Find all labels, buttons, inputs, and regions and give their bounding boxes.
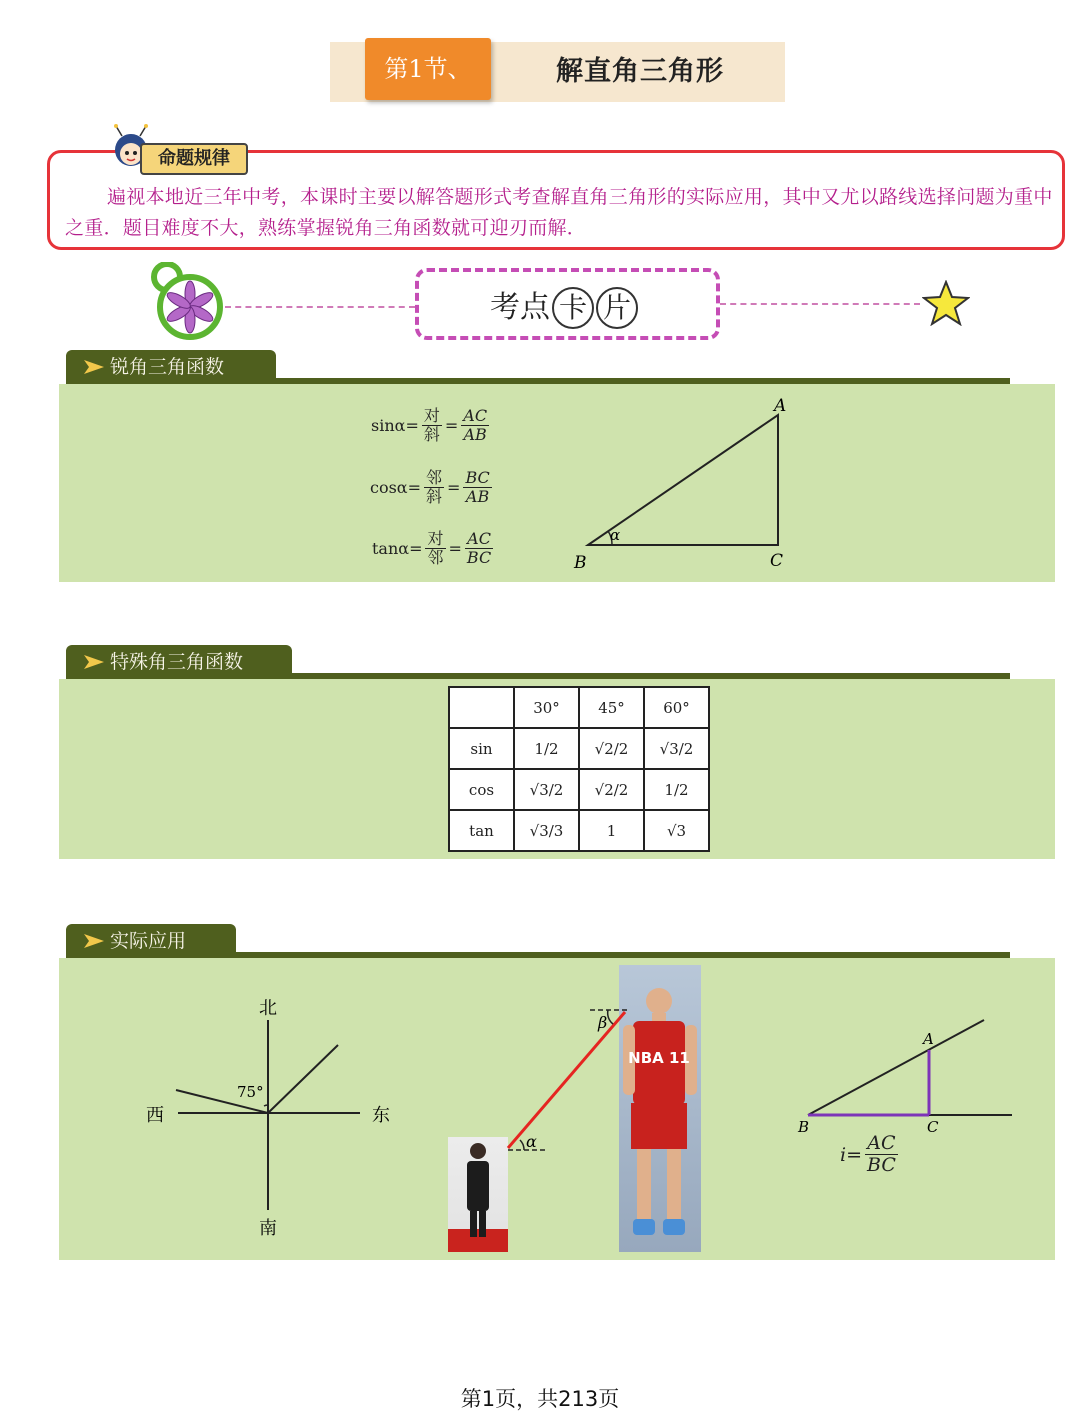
vertex-a: A xyxy=(774,396,787,416)
rule-text: 遍视本地近三年中考，本课时主要以解答题形式考查解直角三角形的实际应用，其中又尤以路线选择问题为重中之重．题目难度不大，熟练掌握锐角三角函数就可迎刃而解． xyxy=(65,186,1053,239)
kaodian-prefix: 考点 xyxy=(490,290,550,325)
row-label-tan: tan xyxy=(449,810,514,851)
formula-sin: sinα = $\frac{\text{对}}{\text{斜}}$ = $\frac{AC}{AB}$ xyxy=(371,406,488,444)
section-header-special xyxy=(66,645,1010,679)
jersey-text: NBA 11 xyxy=(628,1049,690,1067)
slope-formula: i= $\frac{AC}{BC}$ xyxy=(840,1132,896,1176)
row-label-sin: sin xyxy=(449,728,514,769)
arrow-icon xyxy=(84,932,104,950)
page-title: 解直角三角形 xyxy=(556,56,724,87)
compass-diagram xyxy=(140,990,400,1250)
cell-sin-60: √3/2 xyxy=(644,728,709,769)
cell-sin-30: 1/2 xyxy=(514,728,579,769)
vertex-b: B xyxy=(574,553,587,573)
header-45: 45° xyxy=(579,687,644,728)
slope-diagram xyxy=(790,1010,1030,1190)
cell-tan-30: √3/3 xyxy=(514,810,579,851)
angle-beta-depression: β xyxy=(598,1013,608,1032)
compass-south: 南 xyxy=(259,1218,277,1239)
elevation-diagram xyxy=(500,1000,650,1160)
cell-tan-60: √3 xyxy=(644,810,709,851)
kaodian-char-1: 卡 xyxy=(552,287,594,329)
row-label-cos: cos xyxy=(449,769,514,810)
slope-vertex-a: A xyxy=(923,1030,934,1048)
section-tab xyxy=(66,350,276,384)
dashed-line-left xyxy=(225,306,415,308)
header-30: 30° xyxy=(514,687,579,728)
cell-cos-45: √2/2 xyxy=(579,769,644,810)
kaodian-title xyxy=(490,282,638,329)
short-person-photo xyxy=(448,1137,508,1252)
compass-east: 东 xyxy=(372,1105,390,1126)
cell-cos-60: 1/2 xyxy=(644,769,709,810)
panel-acute xyxy=(59,384,1055,582)
right-triangle-diagram xyxy=(560,392,820,577)
formula-cos: cosα = $\frac{\text{邻}}{\text{斜}}$ = $\frac{BC}{AB}$ xyxy=(370,468,490,506)
cell-cos-30: √3/2 xyxy=(514,769,579,810)
section-tab xyxy=(66,645,292,679)
arrow-icon xyxy=(84,358,104,376)
slope-vertex-b: B xyxy=(798,1118,810,1136)
angle-alpha-elevation: α xyxy=(526,1132,537,1151)
flower-icon xyxy=(150,262,225,342)
formula-tan: tanα = $\frac{\text{对}}{\text{邻}}$ = $\frac{AC}{BC}$ xyxy=(372,529,492,567)
compass-west: 西 xyxy=(146,1105,164,1126)
cell-tan-45: 1 xyxy=(579,810,644,851)
special-angle-table xyxy=(448,686,710,852)
page-footer: 第1页，共213页 xyxy=(460,1387,620,1411)
star-icon xyxy=(922,280,970,326)
angle-alpha: α xyxy=(610,526,621,544)
cell-sin-45: √2/2 xyxy=(579,728,644,769)
vertex-c: C xyxy=(770,551,784,571)
section-number: 第1节、 xyxy=(365,38,491,100)
rule-label: 命题规律 xyxy=(140,143,248,175)
arrow-icon xyxy=(84,653,104,671)
section-header-application xyxy=(66,924,1010,958)
section-header-acute xyxy=(66,350,1010,384)
dashed-line-right xyxy=(720,303,920,305)
compass-north: 北 xyxy=(259,998,277,1019)
section-tab xyxy=(66,924,236,958)
slope-vertex-c: C xyxy=(927,1118,939,1136)
kaodian-char-2: 片 xyxy=(596,287,638,329)
compass-angle: 75° xyxy=(237,1083,264,1101)
section-label: 锐角三角函数 xyxy=(110,356,225,378)
header-60: 60° xyxy=(644,687,709,728)
section-label: 实际应用 xyxy=(110,930,187,952)
section-label: 特殊角三角函数 xyxy=(110,651,244,673)
